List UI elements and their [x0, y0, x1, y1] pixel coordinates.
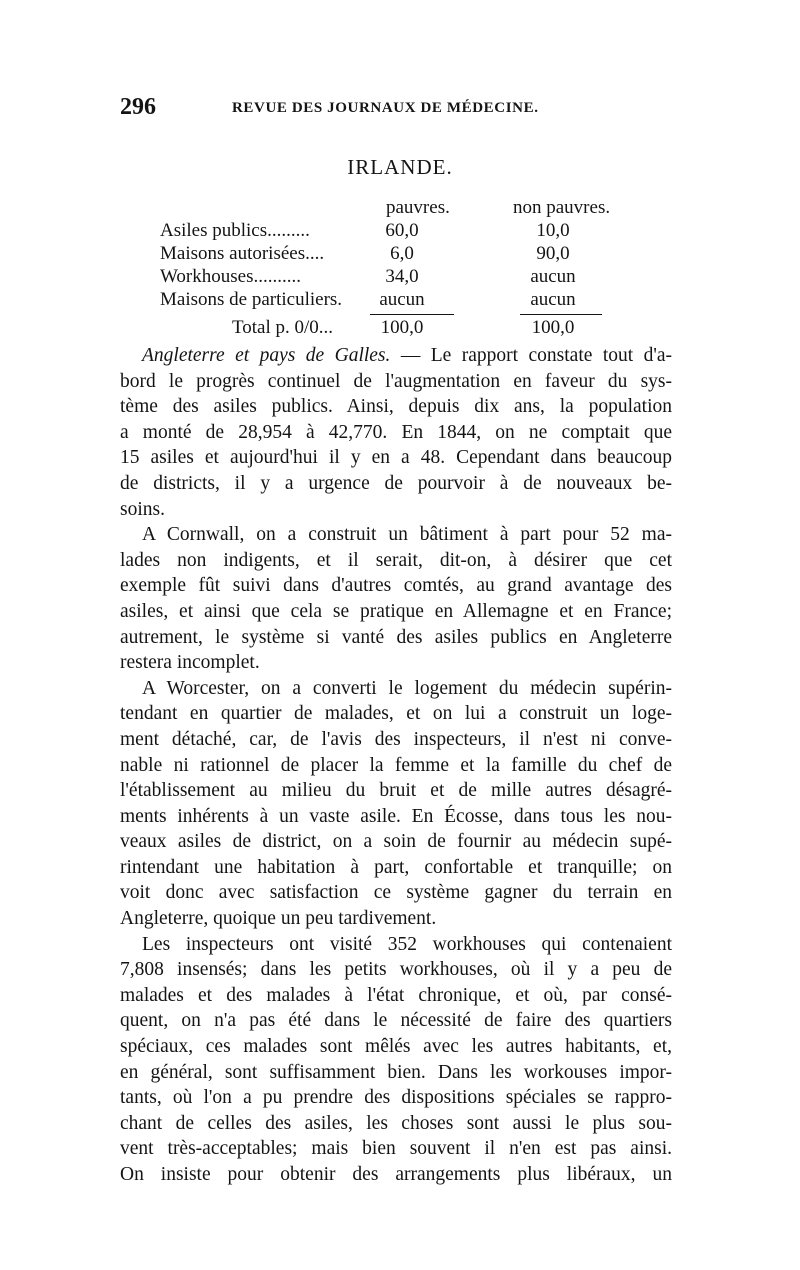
row-label: Asiles publics......... [160, 220, 310, 241]
text-line: tème des asiles publics. Ainsi, depuis dix ans, la population [120, 396, 672, 418]
row-label: Maisons de particuliers. [160, 289, 343, 310]
running-head [120, 94, 680, 124]
value-pauvres: aucun [379, 289, 425, 310]
text-line: On insiste pour obtenir des arrangements plus libéraux, un [120, 1164, 672, 1185]
text-line: asiles, et ainsi que cela se pratique en Allemagne et en France; [120, 600, 672, 622]
text-line: veaux asiles de district, on a soin de fournir au médecin supé- [120, 831, 672, 853]
journal-title: REVUE DES JOURNAUX DE MÉDECINE. [232, 100, 539, 116]
value-pauvres: 60,0 [385, 220, 419, 241]
total-non-pauvres: 100,0 [531, 317, 575, 338]
text-line: autrement, le système si vanté des asiles publics en Angleterre [120, 626, 672, 648]
text-line: restera incomplet. [120, 652, 260, 674]
text-line: malades et des malades à l'état chronique, et où, par consé- [120, 984, 672, 1006]
text-line: nable ni rationnel de placer la femme et la famille du chef de [120, 754, 672, 776]
total-label: Total p. 0/0... [232, 317, 334, 338]
text-line: tendant en quartier de malades, et on lui a construit un loge- [120, 703, 672, 725]
text-line: spéciaux, ces malades sont mêlés avec les autres habitants, et, [120, 1036, 672, 1058]
text-line: en général, sont suffisamment bien. Dans les workouses impor- [120, 1061, 672, 1083]
text-line: bord le progrès continuel de l'augmentation en faveur du sys- [120, 370, 672, 392]
text-line: A Cornwall, on a construit un bâtiment à part pour 52 ma- [142, 524, 672, 546]
text-line: ments inhérents à un vaste asile. En Écosse, dans tous les nou- [120, 805, 672, 827]
value-non-pauvres: aucun [530, 289, 576, 310]
table-row [160, 220, 660, 244]
table-row [160, 243, 660, 267]
value-non-pauvres: 10,0 [536, 220, 570, 241]
text-line: de districts, il y a urgence de pourvoir à de nouveaux be- [120, 472, 672, 494]
text-line: vent très-acceptables; mais bien souvent il n'en est pas ainsi. [120, 1138, 672, 1160]
text-line: tants, où l'on a pu prendre des dispositions spéciales se rappro- [120, 1087, 672, 1109]
page-number: 296 [120, 94, 156, 120]
text-line: 15 asiles et aujourd'hui il y en a 48. Cependant dans beaucoup [120, 447, 672, 469]
total-row [160, 317, 660, 341]
text-line: ment détaché, car, de l'avis des inspecteurs, il n'est ni conve- [120, 728, 672, 750]
table-row [160, 289, 660, 313]
row-label: Maisons autorisées.... [160, 243, 325, 264]
value-pauvres: 6,0 [390, 243, 414, 264]
text-line: voit donc avec satisfaction ce système gagner du terrain en [120, 882, 672, 904]
section-lead: Angleterre et pays de Galles. [142, 345, 391, 366]
text-line: a monté de 28,954 à 42,770. En 1844, on ne comptait que [120, 421, 672, 443]
section-title: IRLANDE. [347, 155, 453, 179]
text-line: rintendant une habitation à part, confortable et tranquille; on [120, 856, 672, 878]
text-line: l'établissement au milieu du bruit et de mille autres désagré- [120, 780, 672, 802]
table-row [160, 266, 660, 290]
text-line: Les inspecteurs ont visité 352 workhouses qui contenaient [142, 933, 672, 955]
text-line: lades non indigents, et il serait, dit-on, à désirer que cet [120, 549, 672, 571]
value-non-pauvres: aucun [530, 266, 576, 287]
text-line: Angleterre, quoique un peu tardivement. [120, 908, 437, 930]
column-header-non-pauvres: non pauvres. [513, 197, 611, 218]
text-line: quent, on n'a pas été dans le nécessité de faire des quartiers [120, 1010, 672, 1032]
text-line: chant de celles des asiles, les choses sont aussi le plus sou- [120, 1112, 672, 1134]
text-line: Angleterre et pays de Galles. — Le rapport constate tout d'a- [142, 345, 672, 366]
value-non-pauvres: 90,0 [536, 243, 570, 264]
text-line: soins. [120, 498, 165, 520]
text-line: 7,808 insensés; dans les petits workhouses, où il y a peu de [120, 959, 672, 981]
total-pauvres: 100,0 [380, 317, 424, 338]
total-rule-non-pauvres [520, 314, 602, 315]
total-rule-pauvres [370, 314, 454, 315]
body-text [120, 343, 672, 1188]
value-pauvres: 34,0 [385, 266, 419, 287]
row-label: Workhouses.......... [160, 266, 301, 287]
text-line: A Worcester, on a converti le logement du médecin supérin- [142, 677, 672, 699]
column-header-pauvres: pauvres. [386, 197, 450, 218]
text-line: exemple fût suivi dans d'autres comtés, au grand avantage des [120, 575, 672, 597]
